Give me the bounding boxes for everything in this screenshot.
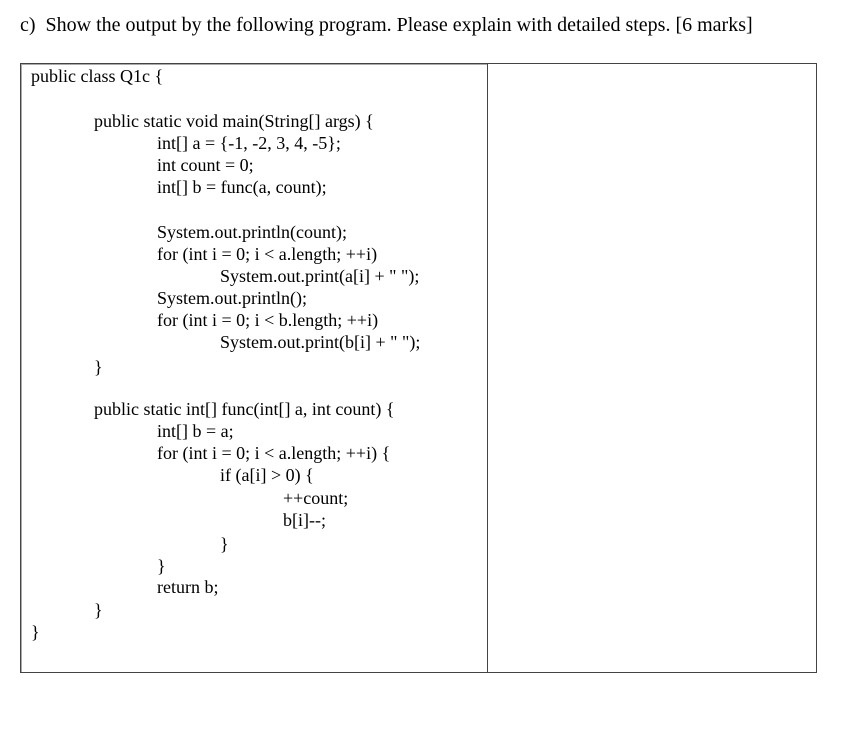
code-cell — [21, 64, 487, 672]
code-line-for-b: for (int i = 0; i < b.length; ++i) — [157, 310, 379, 330]
code-line-class-declaration: public class Q1c { — [31, 66, 164, 86]
question-text: Show the output by the following program. Please explain with detailed steps. [6 marks] — [45, 14, 753, 36]
code-line-decrement-b: b[i]--; — [283, 510, 326, 530]
code-line-for-close: } — [157, 556, 166, 576]
code-line-func-close: } — [94, 600, 103, 620]
code-line-print-b: System.out.print(b[i] + " "); — [220, 332, 421, 352]
question-prompt — [20, 14, 753, 37]
code-line-println-empty: System.out.println(); — [157, 288, 307, 308]
code-line-array-a: int[] a = {-1, -2, 3, 4, -5}; — [157, 133, 341, 153]
code-line-if-close: } — [220, 534, 229, 554]
question-table — [20, 63, 817, 673]
code-line-println-count: System.out.println(count); — [157, 222, 347, 242]
code-line-main-signature: public static void main(String[] args) { — [94, 111, 374, 131]
question-label: c) — [20, 14, 36, 36]
code-line-main-close: } — [94, 357, 103, 377]
code-line-func-for: for (int i = 0; i < a.length; ++i) { — [157, 443, 391, 463]
code-line-b-equals-a: int[] b = a; — [157, 421, 234, 441]
code-line-print-a: System.out.print(a[i] + " "); — [220, 266, 420, 286]
code-line-array-b-call: int[] b = func(a, count); — [157, 177, 327, 197]
code-line-class-close: } — [31, 622, 40, 642]
answer-cell[interactable] — [488, 64, 816, 672]
code-line-increment-count: ++count; — [283, 488, 349, 508]
code-line-return-b: return b; — [157, 577, 219, 597]
code-line-if-positive: if (a[i] > 0) { — [220, 465, 314, 485]
code-line-func-signature: public static int[] func(int[] a, int count) { — [94, 399, 395, 419]
code-line-for-a: for (int i = 0; i < a.length; ++i) — [157, 244, 378, 264]
code-line-count-init: int count = 0; — [157, 155, 254, 175]
